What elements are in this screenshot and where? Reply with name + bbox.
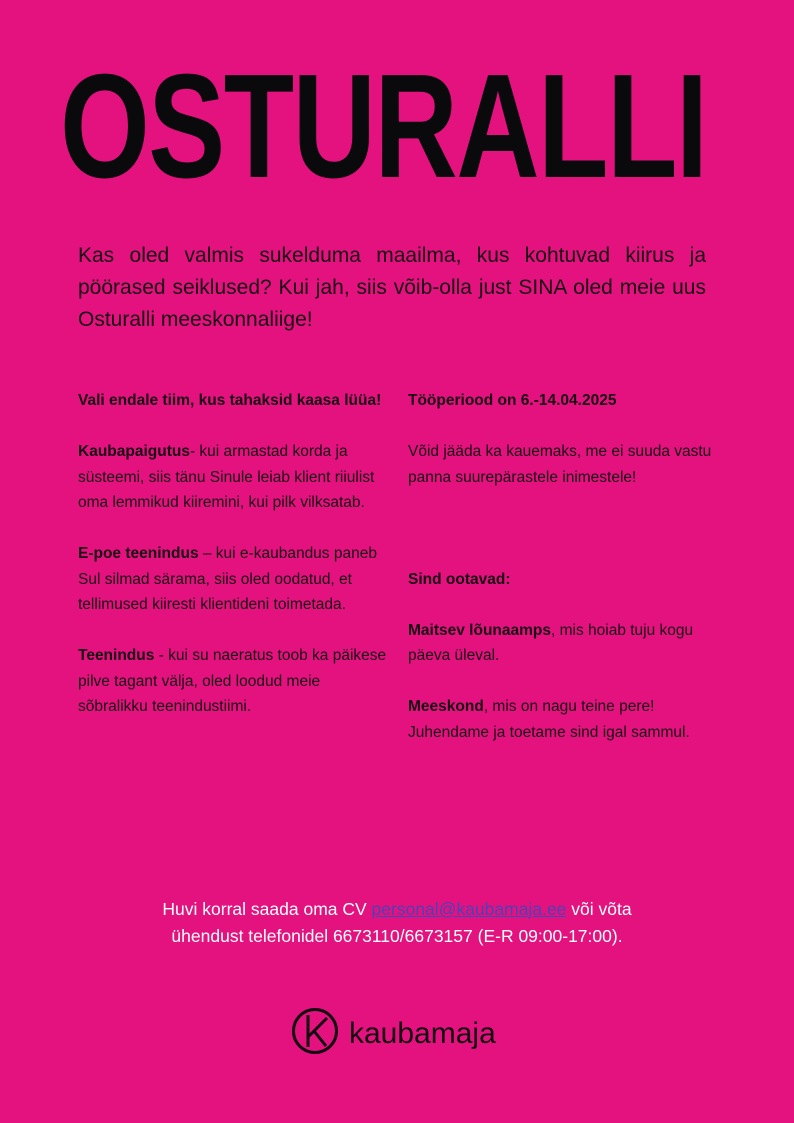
benefit-item	[408, 694, 718, 745]
teams-column	[78, 388, 388, 745]
team-item	[78, 439, 388, 516]
benefit-description: , mis on nagu teine pere! Juhendame ja toetame sind igal sammul.	[408, 698, 690, 741]
benefits-heading: Sind ootavad:	[408, 570, 511, 588]
team-description: - kui armastad korda ja süsteemi, siis tänu Sinule leiab klient riiulist oma lemmikud kiiremini, kui pilk vilksatab.	[78, 443, 375, 511]
k-circle-logo-icon	[291, 1007, 339, 1060]
team-item	[78, 541, 388, 618]
team-name: E-poe teenindus	[78, 545, 199, 562]
benefit-description: , mis hoiab tuju kogu päeva üleval.	[408, 621, 694, 664]
teams-heading: Vali endale tiim, kus tahaksid kaasa lüüa!	[78, 392, 382, 409]
team-description: – kui e-kaubandus paneb Sul silmad särama, siis oled oodatud, et tellimused kiiresti klientideni toimetada.	[78, 545, 377, 613]
team-description: - kui su naeratus toob ka päikese pilve tagant välja, oled loodud meie sõbralikku teenindustiimi.	[78, 647, 387, 715]
period-note: Võid jääda ka kauemaks, me ei suuda vastu panna suurepärastele inimestele!	[408, 443, 712, 486]
work-period: Tööperiood on 6.-14.04.2025	[408, 392, 617, 409]
team-name: Kaubapaigutus	[78, 443, 190, 460]
team-item	[78, 643, 388, 720]
intro-text: Kas oled valmis sukelduma maailma, kus kohtuvad kiirus ja pöörased seiklused? Kui jah, siis võib-olla just SINA oled meie uus Osturalli meeskonnaliige!	[78, 244, 706, 331]
benefit-item	[408, 618, 718, 669]
contact-info	[60, 896, 734, 950]
contact-line-1: Huvi korral saada oma CV personal@kaubamaja.ee või võta	[162, 899, 632, 919]
poster-title: OSTURALLI	[60, 44, 707, 209]
contact-line-2: ühendust telefonidel 6673110/6673157 (E-R 09:00-17:00).	[171, 926, 623, 946]
email-link[interactable]: personal@kaubamaja.ee	[371, 899, 567, 919]
logo-text: kaubamaja	[349, 1016, 496, 1050]
benefit-name: Maitsev lõunaamps	[408, 621, 551, 639]
info-column	[408, 388, 718, 771]
kaubamaja-logo	[291, 1007, 496, 1060]
benefit-name: Meeskond	[408, 698, 484, 715]
team-name: Teenindus	[78, 647, 155, 664]
